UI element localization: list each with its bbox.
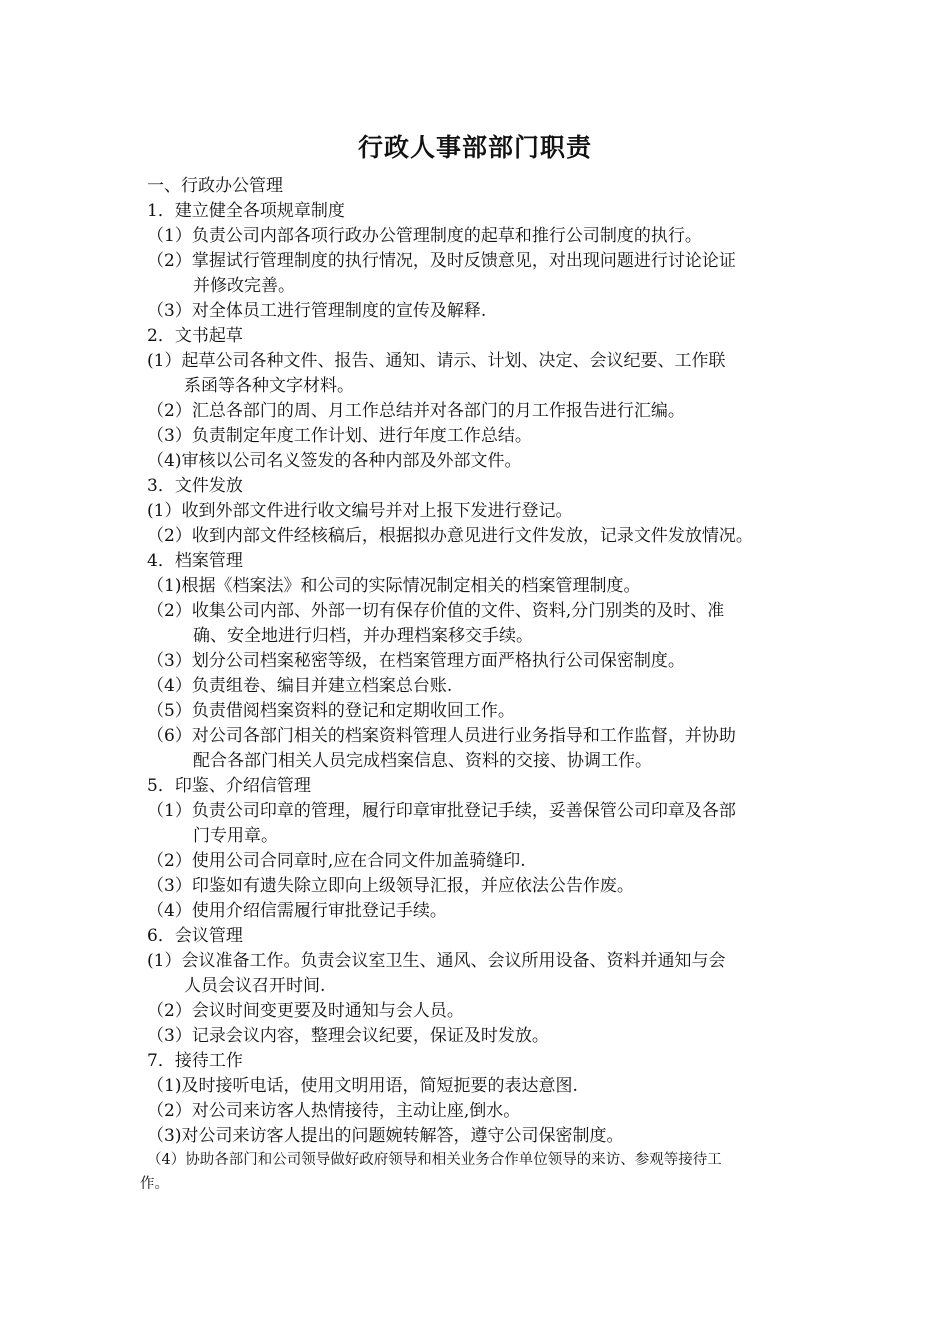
list-item: （3）负责制定年度工作计划、进行年度工作总结。 (147, 426, 532, 446)
list-item: （2）对公司来访客人热情接待，主动让座,倒水。 (147, 1101, 521, 1121)
list-item-continuation: 人员会议召开时间. (184, 976, 326, 996)
list-item: （3）对全体员工进行管理制度的宣传及解释. (147, 301, 487, 321)
list-item: （3）记录会议内容，整理会议纪要，保证及时发放。 (147, 1026, 549, 1046)
list-item: （5）负责借阅档案资料的登记和定期收回工作。 (147, 701, 515, 721)
subsection-heading: 7．接待工作 (147, 1051, 243, 1071)
list-item: （1)根据《档案法》和公司的实际情况制定相关的档案管理制度。 (147, 576, 641, 596)
list-item: （2）使用公司合同章时,应在合同文件加盖骑缝印. (147, 851, 526, 871)
subsection-heading: 4．档案管理 (147, 551, 243, 571)
list-item: （2）汇总各部门的周、月工作总结并对各部门的月工作报告进行汇编。 (147, 401, 685, 421)
list-item: （2）会议时间变更要及时通知与会人员。 (147, 1001, 464, 1021)
list-item: （4）协助各部门和公司领导做好政府领导和相关业务合作单位领导的来访、参观等接待工 (147, 1152, 722, 1168)
list-item: (1）收到外部文件进行收文编号并对上报下发进行登记。 (147, 501, 573, 521)
list-item: （1）负责公司内部各项行政办公管理制度的起草和推行公司制度的执行。 (147, 226, 702, 246)
list-item: （3）印鉴如有遗失除立即向上级领导汇报，并应依法公告作废。 (147, 876, 634, 896)
list-item-continuation: 并修改完善。 (193, 276, 295, 296)
list-item: （1)及时接听电话，使用文明用语，简短扼要的表达意图. (147, 1076, 578, 1096)
list-item: （2）收到内部文件经核稿后，根据拟办意见进行文件发放，记录文件发放情况。 (147, 526, 753, 546)
list-item: （3）划分公司档案秘密等级，在档案管理方面严格执行公司保密制度。 (147, 651, 685, 671)
list-item: （4）使用介绍信需履行审批登记手续。 (147, 901, 447, 921)
subsection-heading: 1．建立健全各项规章制度 (147, 201, 345, 221)
list-item: （6）对公司各部门相关的档案资料管理人员进行业务指导和工作监督，并协助 (147, 726, 736, 746)
list-item: （2）收集公司内部、外部一切有保存价值的文件、资料,分门别类的及时、准 (147, 601, 725, 621)
subsection-heading: 2．文书起草 (147, 326, 243, 346)
list-item: (1）会议准备工作。负责会议室卫生、通风、会议所用设备、资料并通知与会 (147, 951, 726, 971)
section-heading: 一、行政办公管理 (147, 176, 283, 196)
subsection-heading: 3．文件发放 (147, 476, 243, 496)
list-item-continuation: 系函等各种文字材料。 (184, 376, 354, 396)
list-item: （3)对公司来访客人提出的问题婉转解答，遵守公司保密制度。 (147, 1126, 624, 1146)
list-item: （4)审核以公司名义签发的各种内部及外部文件。 (147, 451, 522, 471)
list-item-continuation: 确、安全地进行归档，并办理档案移交手续。 (193, 626, 533, 646)
list-item: （4）负责组卷、编目并建立档案总台账. (147, 676, 453, 696)
document-title: 行政人事部部门职责 (357, 133, 592, 162)
list-item: （2）掌握试行管理制度的执行情况，及时反馈意见，对出现问题进行讨论论证 (147, 251, 736, 271)
list-item-continuation: 作。 (140, 1176, 169, 1192)
subsection-heading: 5．印鉴、介绍信管理 (147, 776, 311, 796)
list-item: (1）起草公司各种文件、报告、通知、请示、计划、决定、会议纪要、工作联 (147, 351, 726, 371)
list-item: （1）负责公司印章的管理，履行印章审批登记手续，妥善保管公司印章及各部 (147, 801, 736, 821)
list-item-continuation: 门专用章。 (193, 826, 278, 846)
list-item-continuation: 配合各部门相关人员完成档案信息、资料的交接、协调工作。 (193, 751, 652, 771)
subsection-heading: 6．会议管理 (147, 926, 243, 946)
